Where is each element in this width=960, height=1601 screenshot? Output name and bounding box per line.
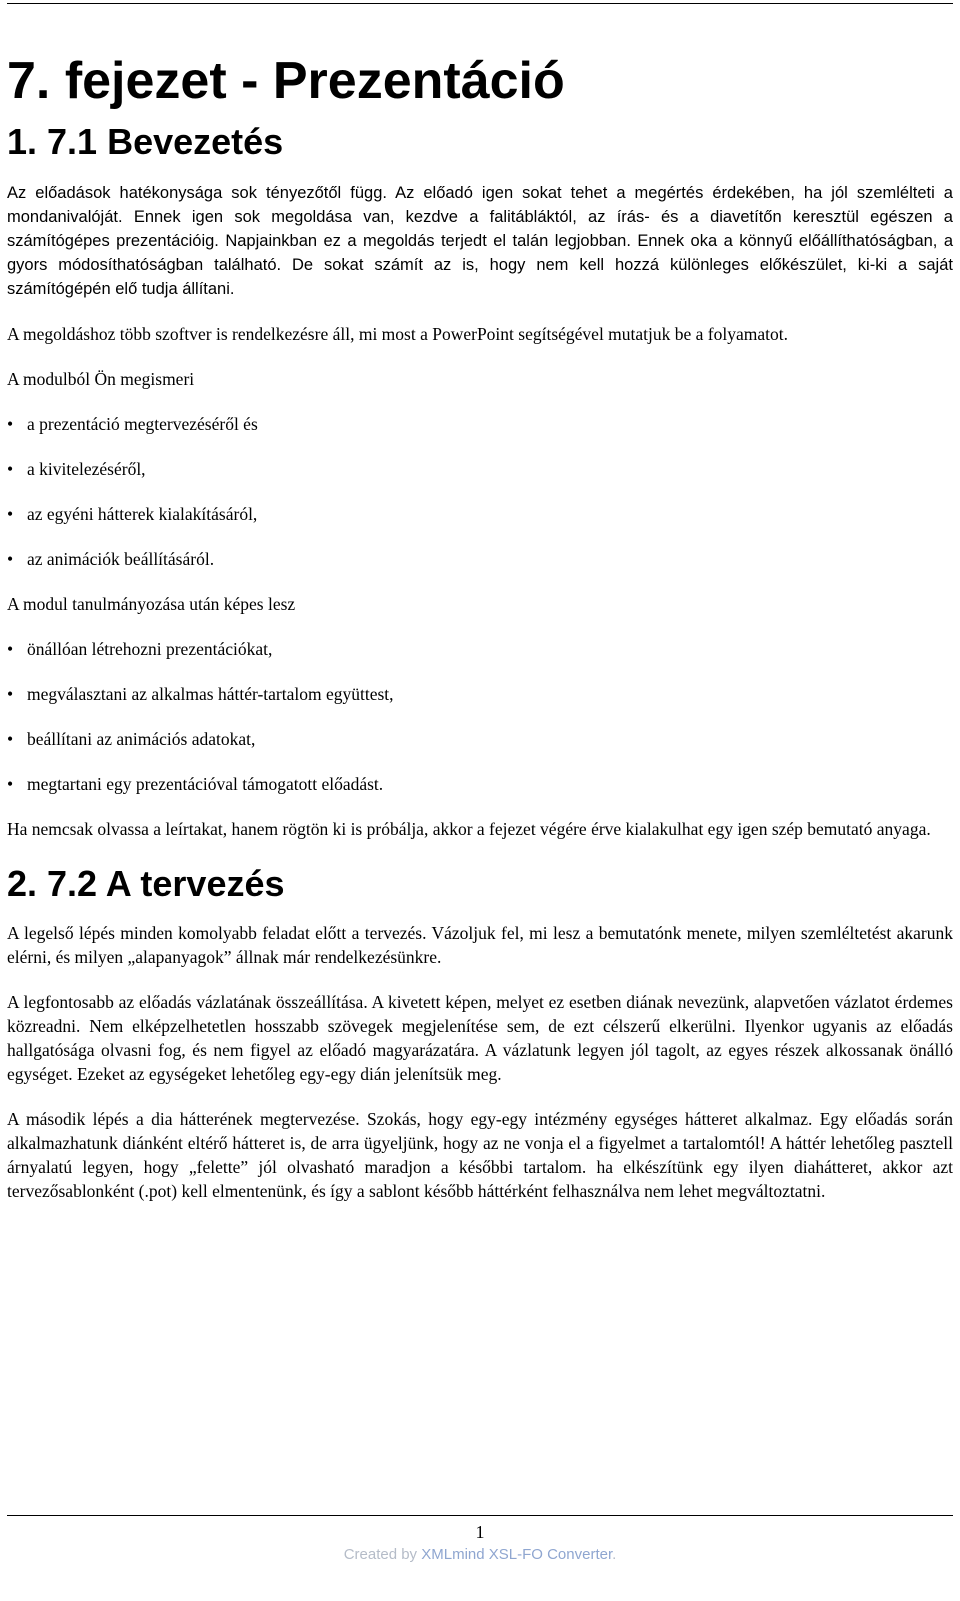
converter-link[interactable]: XMLmind XSL-FO Converter bbox=[421, 1546, 613, 1563]
list-item: • beállítani az animációs adatokat, bbox=[7, 727, 953, 751]
software-paragraph: A megoldáshoz több szoftver is rendelkezésre áll, mi most a PowerPoint segítségével mutatjuk be a folyamatot. bbox=[7, 323, 788, 344]
list-item: • az egyéni hátterek kialakításáról, bbox=[7, 502, 953, 526]
list-item: • megtartani egy prezentációval támogatott előadást. bbox=[7, 772, 953, 796]
section-title-tervezes: 2. 7.2 A tervezés bbox=[7, 862, 285, 904]
module-intro: A modulból Ön megismeri bbox=[7, 368, 195, 389]
skills-intro: A modul tanulmányozása után képes lesz bbox=[7, 593, 296, 614]
list-item: • önállóan létrehozni prezentációkat, bbox=[7, 637, 953, 661]
planning-paragraph-2: A legfontosabb az előadás vázlatának összeállítása. A kivetett képen, melyet ez esetben diának nevezünk, alapvetően vázlatot érdemes közreadni. Nem elképzelhetetlen hosszabb szövegek megjelenítése sem, de ezt célszerű elkerülni. Ilyenkor ugyanis az előadás hallgatósága olvasni fog, és nem figyel az előadó magyarázatára. A vázlatunk legyen jól tagolt, az egyes részek alkossanak önálló egységet. Ezeket az egységeket lehetőleg egy-egy dián jelenítsük meg. bbox=[7, 992, 953, 1085]
list-item: • a kivitelezéséről, bbox=[7, 457, 953, 481]
top-rule bbox=[7, 3, 953, 4]
created-by-footer bbox=[0, 1546, 960, 1563]
created-by-suffix: . bbox=[612, 1546, 617, 1563]
module-list bbox=[7, 412, 953, 571]
created-by-prefix: Created by bbox=[343, 1546, 422, 1563]
planning-paragraph-3: A második lépés a dia hátterének megtervezése. Szokás, hogy egy-egy intézmény egységes hátteret alkalmaz. Egy előadás során alkalmazhatunk diánként eltérő hátteret is, de arra ügyeljünk, hogy az ne vonja el a figyelmet a tartalomtól! A háttér lehetőleg pasztell árnyalatú legyen, hogy „felette” jól olvasható maradjon a későbbi tartalom. ha elkészítünk egy ilyen diahátteret, akkor azt tervezősablonként (.pot) kell elmentenünk, és így a sablont később háttérként felhasználva nem lehet megváltoztatni. bbox=[7, 1109, 953, 1202]
section-title-bevezetes: 1. 7.1 Bevezetés bbox=[7, 120, 284, 162]
list-item: • az animációk beállításáról. bbox=[7, 547, 953, 571]
planning-paragraph-1: A legelső lépés minden komolyabb feladat előtt a tervezés. Vázoljuk fel, mi lesz a bemutatónk menete, milyen szemléltetést akarunk elérni, és milyen „alapanyagok” állnak már rendelkezésünkre. bbox=[7, 923, 953, 968]
footer-rule bbox=[7, 1515, 953, 1516]
list-item: • megválasztani az alkalmas háttér-tartalom együttest, bbox=[7, 682, 953, 706]
closing-paragraph: Ha nemcsak olvassa a leírtakat, hanem rögtön ki is próbálja, akkor a fejezet végére érve kialakulhat egy igen szép bemutató anyaga. bbox=[7, 818, 931, 839]
skills-list bbox=[7, 637, 953, 796]
list-item: • a prezentáció megtervezéséről és bbox=[7, 412, 953, 436]
page-number: 1 bbox=[475, 1522, 485, 1542]
intro-paragraph: Az előadások hatékonysága sok tényezőtől függ. Az előadó igen sokat tehet a megértés érdekében, ha jól szemlélteti a mondanivalóját. Ennek igen sok megoldása van, kezdve a falitábláktól, az írás- és a diavetítőn keresztül egészen a számítógépes prezentációig. Napjainkban ez a megoldás terjedt el talán legjobban. Ennek oka a könnyű előállíthatóságban, a gyors módosíthatóságban található. De sokat számít az is, hogy nem kell hozzá különleges előkészület, ki-ki a saját számítógépén elő tudja állítani. bbox=[7, 183, 953, 298]
document-content bbox=[7, 40, 953, 1224]
chapter-title: 7. fejezet - Prezentáció bbox=[7, 52, 565, 110]
